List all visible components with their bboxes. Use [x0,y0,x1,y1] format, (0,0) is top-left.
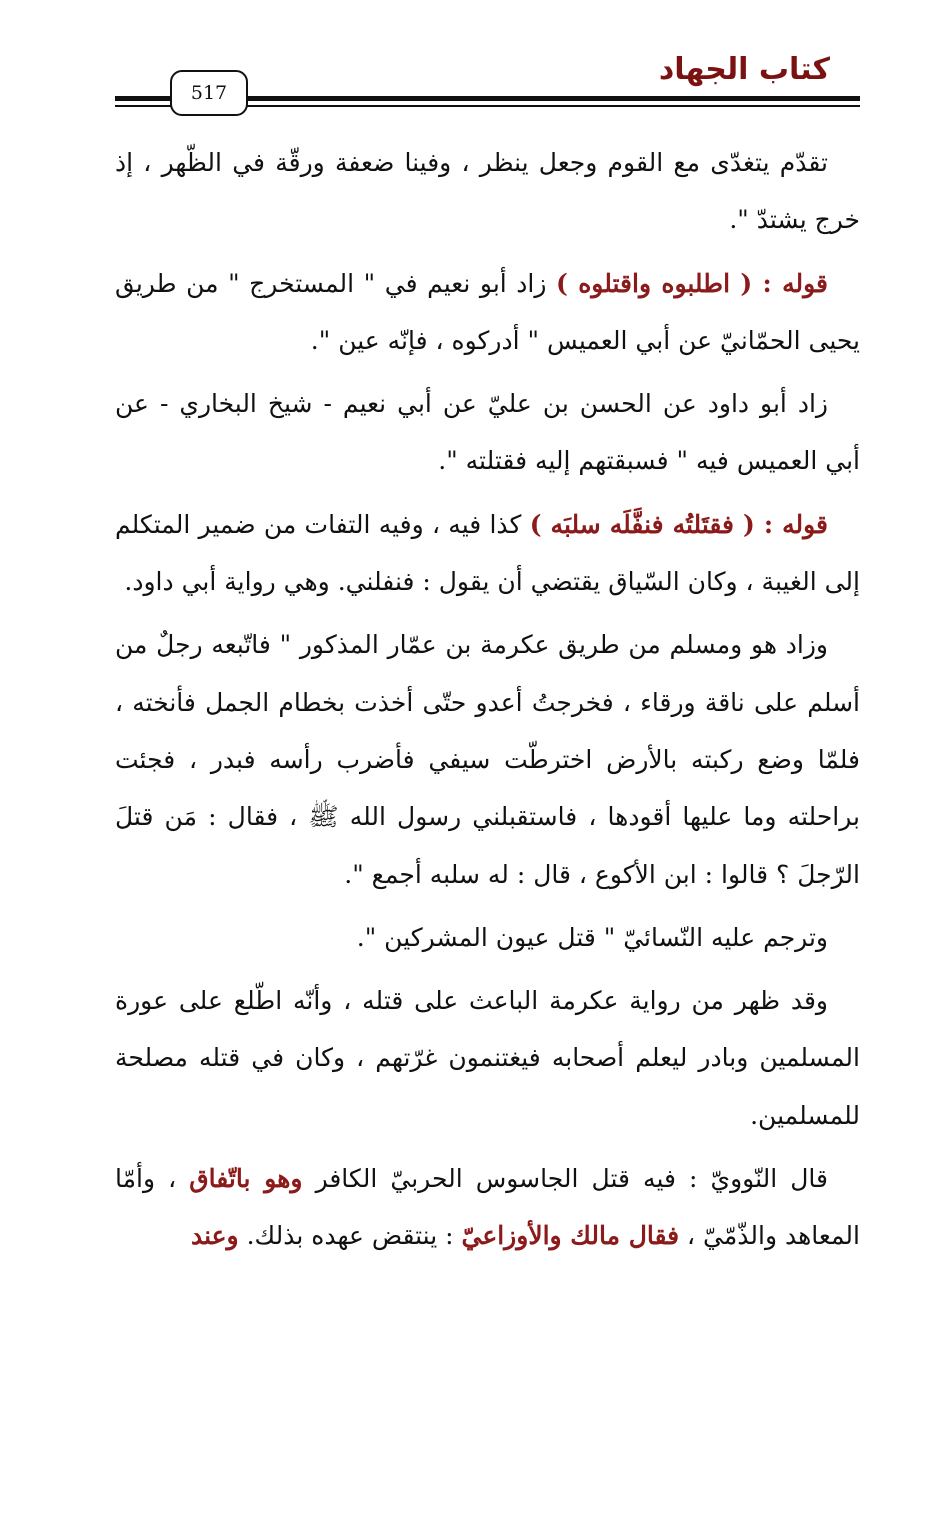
text-run: زاد أبو نعيم في " المستخرج " من طريق يحيى الحمّانيّ عن أبي العميس " أدركوه ، فإنّه عين ". [115,268,860,355]
paragraph [115,255,860,370]
text-run: : ينتقض عهده بذلك. [238,1221,462,1251]
commentary-lemma: قوله : ( اطلبوه واقتلوه ) [556,268,828,298]
text-run: تقدّم يتغدّى مع القوم وجعل ينظر ، وفينا ضعفة ورقّة في الظّهر ، إذ خرج يشتدّ ". [115,148,860,235]
paragraph [115,496,860,611]
page-number: 517 [190,82,228,104]
text-run: وقد ظهر من رواية عكرمة الباعث على قتله ، وأنّه اطّلع على عورة المسلمين وبادر ليعلم أصحابه فيغتنمون غرّتهم ، وكان في قتله مصلحة للمسلمين. [115,986,860,1130]
text-run: ، وأمّا المعاهد والذّمّيّ ، [115,1164,860,1251]
book-title: كتاب الجهاد [658,52,830,87]
paragraph [115,375,860,490]
paragraph [115,972,860,1144]
text-run: زاد أبو داود عن الحسن بن عليّ عن أبي نعيم - شيخ البخاري - عن أبي العميس فيه " فسبقتهم إليه فقتلته ". [115,389,860,476]
text-run: وترجم عليه النّسائيّ " قتل عيون المشركين ". [356,922,828,952]
page-number-badge [170,70,248,116]
commentary-lemma: قوله : ( فقتَلتُه فنفَّلَه سلبَه ) [529,509,828,539]
page-header [0,0,945,130]
paragraph [115,909,860,966]
highlighted-phrase: وهو باتّفاق [189,1164,303,1194]
text-run: قال النّوويّ : فيه قتل الجاسوس الحربيّ الكافر [302,1164,828,1194]
text-run: كذا فيه ، وفيه التفات من ضمير المتكلم إلى الغيبة ، وكان السّياق يقتضي أن يقول : فنفلني. وهي رواية أبي داود. [115,509,860,597]
paragraph [115,616,860,902]
text-run: وزاد هو ومسلم من طريق عكرمة بن عمّار المذكور " فاتّبعه رجلٌ من أسلم على ناقة ورقاء ، فخرجتُ أعدو حتّى أخذت بخطام الجمل فأنخته ، فلمّا وضع ركبته بالأرض اخترطّت سيفي فأضرب رأسه فبدر ، فجئت براحلته وما عليها أقودها ، فاستقبلني رسول الله ﷺ ، فقال : مَن قتلَ الرّجلَ ؟ قالوا : ابن الأكوع ، قال : له سلبه أجمع ". [115,630,860,889]
highlighted-phrase: وعند [190,1221,239,1251]
highlighted-phrase: فقال مالك والأوزاعيّ [461,1221,680,1251]
page-body [115,134,860,1271]
paragraph [115,134,860,249]
paragraph [115,1150,860,1265]
